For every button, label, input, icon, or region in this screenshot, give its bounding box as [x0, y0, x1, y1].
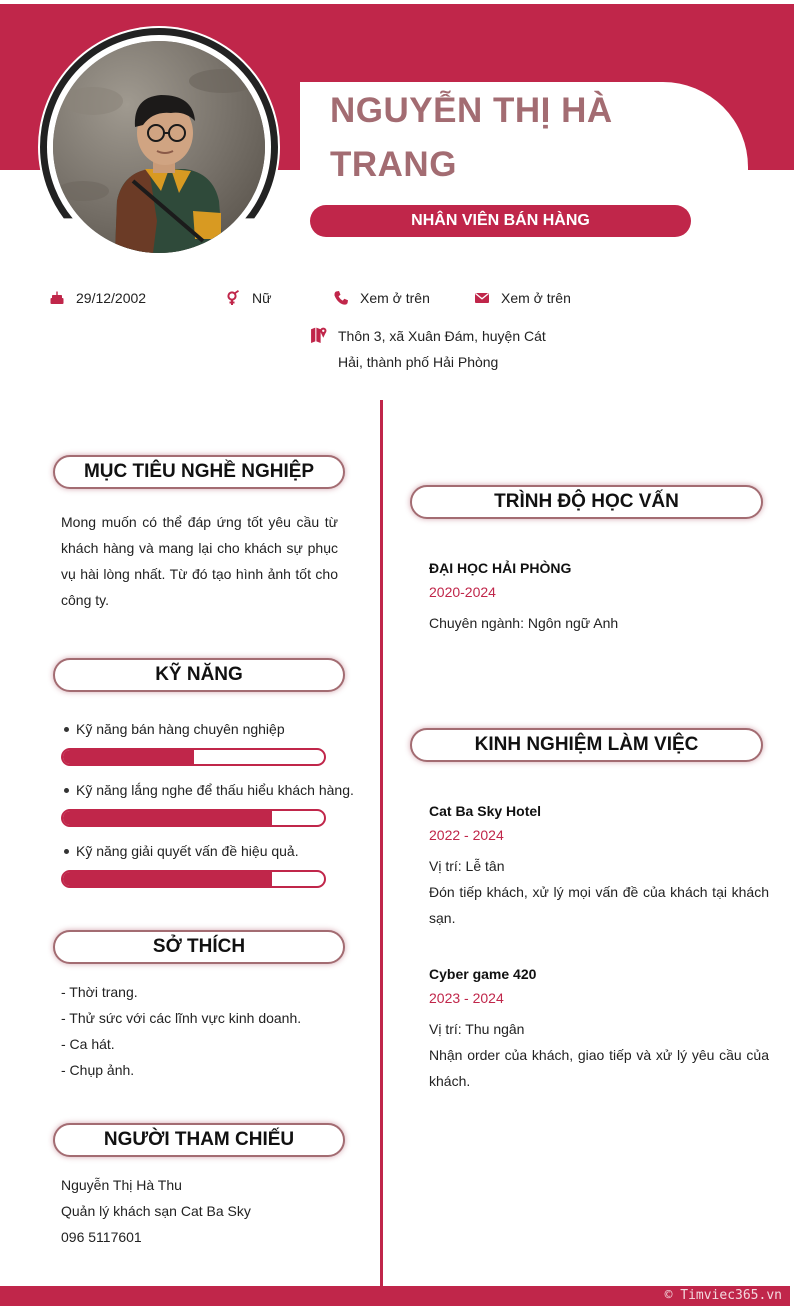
hobby-item: - Thời trang. — [61, 984, 138, 1000]
phone-icon — [333, 290, 349, 306]
address-text: Thôn 3, xã Xuân Đám, huyện Cát Hải, thành phố Hải Phòng — [338, 328, 546, 370]
watermark: © Timviec365.vn — [664, 1288, 782, 1303]
experience-position: Vị trí: Lễ tân — [429, 858, 505, 874]
bullet-icon — [64, 727, 69, 732]
hobbies-heading: SỞ THÍCH — [53, 930, 345, 964]
skill-item — [64, 843, 299, 859]
hobby-item: - Thử sức với các lĩnh vực kinh doanh. — [61, 1010, 302, 1026]
envelope-icon — [474, 290, 490, 306]
education-heading: TRÌNH ĐỘ HỌC VẤN — [410, 485, 763, 519]
experience-period: 2022 - 2024 — [429, 827, 504, 843]
company-name: Cat Ba Sky Hotel — [429, 803, 542, 819]
objective-text: Mong muốn có thể đáp ứng tốt yêu cầu từ khách hàng và mang lại cho khách sự phục vụ hài lòng nhất. Từ đó tạo hình ảnh tốt cho công ty. — [61, 514, 338, 608]
avatar — [53, 41, 265, 253]
company-name: Cyber game 420 — [429, 966, 537, 982]
gender-text: Nữ — [252, 290, 272, 306]
experience-heading: KINH NGHIỆM LÀM VIỆC — [410, 728, 763, 762]
skill-level-bar — [61, 870, 326, 888]
skill-label: Kỹ năng giải quyết vấn đề hiệu quả. — [76, 843, 299, 859]
education-major: Chuyên ngành: Ngôn ngữ Anh — [429, 615, 619, 631]
experience-period: 2023 - 2024 — [429, 990, 504, 1006]
reference-role: Quản lý khách sạn Cat Ba Sky — [61, 1203, 251, 1219]
birthday-item — [49, 290, 146, 306]
hobby-item: - Ca hát. — [61, 1036, 115, 1052]
reference-name: Nguyễn Thị Hà Thu — [61, 1177, 182, 1193]
bullet-icon — [64, 788, 69, 793]
skill-level-fill — [63, 872, 272, 886]
hobby-item: - Chụp ảnh. — [61, 1062, 135, 1078]
skill-item — [64, 782, 354, 798]
portrait-photo-icon — [53, 41, 265, 253]
skills-heading: KỸ NĂNG — [53, 658, 345, 692]
map-pin-icon — [310, 326, 327, 343]
skill-level-fill — [63, 750, 194, 764]
experience-description: Đón tiếp khách, xử lý mọi vấn đề của khách tại khách sạn. — [429, 884, 769, 926]
bullet-icon — [64, 849, 69, 854]
references-heading: NGƯỜI THAM CHIẾU — [53, 1123, 345, 1157]
skill-level-bar — [61, 809, 326, 827]
column-divider — [380, 400, 383, 1286]
phone-text: Xem ở trên — [360, 290, 430, 306]
skill-level-fill — [63, 811, 272, 825]
phone-item — [333, 290, 430, 306]
skill-label: Kỹ năng lắng nghe để thấu hiểu khách hàng. — [76, 782, 354, 798]
experience-position: Vị trí: Thu ngân — [429, 1021, 525, 1037]
birthday-text: 29/12/2002 — [76, 290, 147, 306]
skill-label: Kỹ năng bán hàng chuyên nghiệp — [76, 721, 285, 737]
birthday-cake-icon — [49, 290, 65, 306]
email-item — [474, 290, 571, 306]
gender-icon — [225, 290, 241, 306]
objective-heading: MỤC TIÊU NGHỀ NGHIỆP — [53, 455, 345, 489]
address-item — [310, 323, 550, 375]
reference-phone: 096 5117601 — [61, 1229, 142, 1245]
job-title-badge: NHÂN VIÊN BÁN HÀNG — [310, 205, 691, 237]
education-period: 2020-2024 — [429, 584, 496, 600]
email-text: Xem ở trên — [501, 290, 571, 306]
skill-level-bar — [61, 748, 326, 766]
experience-description: Nhận order của khách, giao tiếp và xử lý yêu cầu của khách. — [429, 1047, 769, 1089]
skill-item — [64, 721, 285, 737]
school-name: ĐẠI HỌC HẢI PHÒNG — [429, 560, 572, 576]
candidate-name: NGUYỄN THỊ HÀ TRANG — [330, 91, 613, 184]
gender-item — [225, 290, 271, 306]
